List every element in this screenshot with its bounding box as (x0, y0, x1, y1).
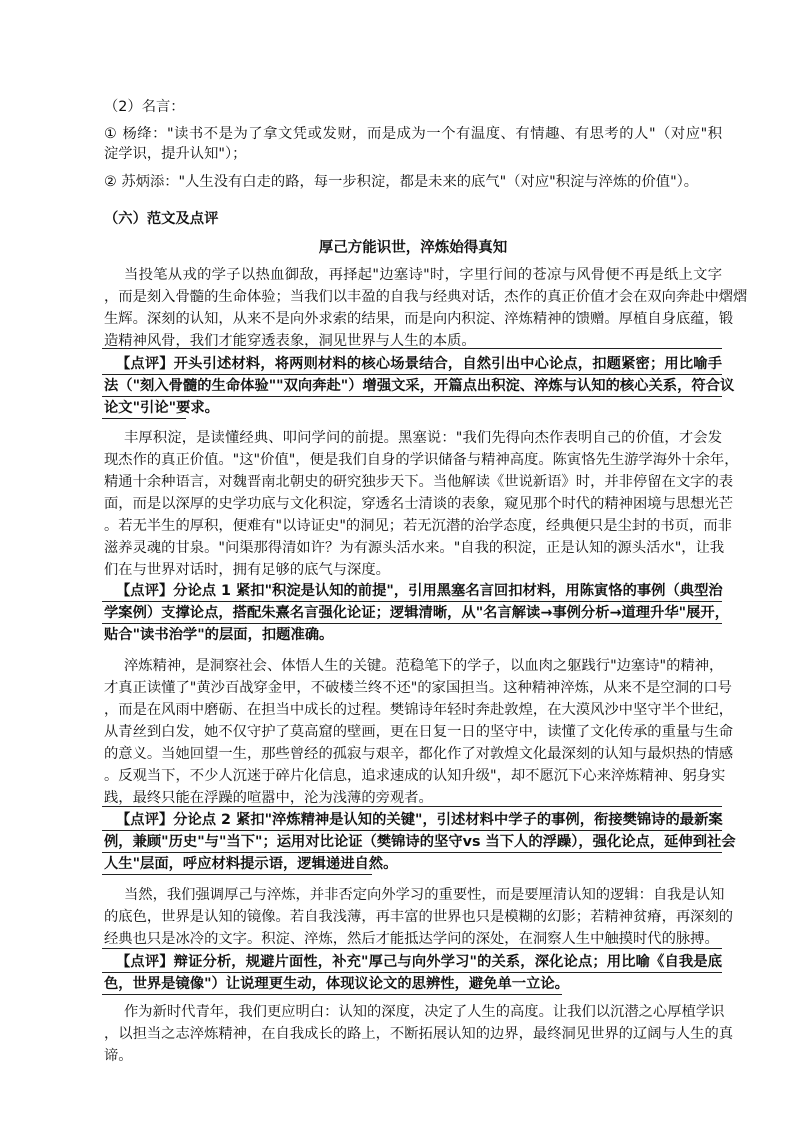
essay-p2-line7: 们在与世界对话时，拥有足够的底气与深度。 (104, 562, 390, 578)
comment1-underline1 (102, 374, 722, 375)
comment2-line2: 学案例）支撑论点，搭配朱熹名言强化论证；逻辑清晰，从"名言解读→事例分析→道理升华"展开， (104, 605, 730, 621)
essay-p3-line2: 才真正读懂了"黄沙百战穿金甲，不破楼兰终不还"的家国担当。这种精神淬炼，从来不是空洞的口号 (104, 680, 732, 696)
comment3-underline2 (102, 852, 722, 853)
essay-title: 厚己方能识世，淬炼始得真知 (318, 240, 508, 256)
comment2-line1: 【点评】分论点 1 紧扣"积淀是认知的前提"，引用黑塞名言回扣材料，用陈寅恪的事例（典型治 (116, 583, 723, 599)
comment3-underline1 (102, 830, 722, 831)
comment1-top-rule (102, 348, 722, 349)
section-heading-fanwen: （六）范文及点评 (104, 211, 219, 227)
essay-p3-line1: 淬炼精神，是洞察社会、体悟人生的关键。范稳笔下的学子，以血肉之躯践行"边塞诗"的精神， (124, 658, 724, 674)
comment2-underline2 (102, 623, 722, 624)
comment4-line1: 【点评】辩证分析，规避片面性，补充"厚己与向外学习"的关系，深化论点；用比喻《自我是底 (116, 954, 722, 970)
comment1-line3: 论文"引论"要求。 (104, 400, 219, 416)
essay-p4-line1: 当然，我们强调厚己与淬炼，并非否定向外学习的重要性，而是要厘清认知的逻辑：自我是认知 (124, 887, 725, 903)
comment2-underline1 (102, 601, 722, 602)
quote-yangjiang-line1: ① 杨绛："读书不是为了拿文凭或发财，而是成为一个有温度、有情趣、有思考的人"（对应"积 (104, 126, 722, 142)
essay-p2-line4: 面，而是以深厚的史学功底与文化积淀，穿透名士清谈的表象，窥见那个时代的精神困境与思想光芒 (104, 496, 734, 512)
comment3-line1: 【点评】分论点 2 紧扣"淬炼精神是认知的关键"，引述材料中学子的事例，衔接樊锦诗的最新案 (116, 812, 723, 828)
comment3-underline3 (102, 874, 372, 875)
comment1-line2: 法（"刻入骨髓的生命体验""双向奔赴"）增强文采，开篇点出积淀、淬炼与认知的核心关系，符合议 (104, 378, 735, 394)
mingyan-heading: （2）名言： (104, 99, 185, 115)
essay-p1-line1: 当投笔从戎的学子以热血御敌，再择起"边塞诗"时，字里行间的苍凉与风骨便不再是纸上文字 (124, 267, 722, 283)
comment3-line3: 人生"层面，呼应材料提示语，逻辑递进自然。 (104, 856, 398, 872)
comment4-line2: 色，世界是镜像"）让说理更生动，体现议论文的思辨性，避免单一立论。 (104, 976, 569, 992)
quote-yangjiang-line2: 淀学识，提升认知"）； (104, 146, 247, 162)
essay-p5-line3: 谛。 (104, 1048, 133, 1064)
essay-p1-line2: ，而是刻入骨髓的生命体验；当我们以丰盈的自我与经典对话，杰作的真正价值才会在双向奔赴中熠熠 (104, 289, 748, 305)
essay-p2-line6: 滋养灵魂的甘泉。"问渠那得清如许？为有源头活水来。"自我的积淀，正是认知的源头活水"，让我 (104, 540, 725, 556)
essay-p3-line5: 的意义。当她回望一生，那些曾经的孤寂与艰辛，都化作了对敦煌文化最深刻的认知与最炽热的情感 (104, 746, 734, 762)
essay-p2-line3: 精通十余种语言，对魏晋南北朝史的研究独步天下。当他解读《世说新语》时，并非停留在文字的表 (104, 474, 734, 490)
essay-p1-line3: 生辉。深刻的认知，从来不是向外求索的结果，而是向内积淀、淬炼精神的馈赠。厚植自身底蕴，锻 (104, 311, 734, 327)
essay-p3-line7: 践，最终只能在浮躁的喧嚣中，沦为浅薄的旁观者。 (104, 790, 433, 806)
comment4-top-rule (102, 948, 722, 949)
essay-p3-line4: 从青丝到白发，她不仅守护了莫高窟的壁画，更在日复一日的坚守中，读懂了文化传承的重量与生命 (104, 724, 734, 740)
essay-p2-line1: 丰厚积淀，是读懂经典、叩问学问的前提。黑塞说："我们先得向杰作表明自己的价值，才会发 (124, 430, 722, 446)
essay-p3-line3: ，而是在风雨中磨砺、在担当中成长的过程。樊锦诗年轻时奔赴敦煌，在大漠风沙中坚守半个世纪， (104, 702, 734, 718)
comment1-underline3 (102, 418, 186, 419)
essay-p1-line4: 造精神风骨，我们才能穿透表象，洞见世界与人生的本质。 (104, 333, 476, 349)
essay-p2-line2: 现杰作的真正价值。"这"价值"，便是我们自身的学识储备与精神高度。陈寅恪先生游学海外十余年， (104, 452, 739, 468)
comment2-line3: 贴合"读书治学"的层面，扣题准确。 (104, 627, 334, 643)
comment4-underline1 (102, 972, 722, 973)
essay-p4-line2: 的底色，世界是认知的镜像。若自我浅薄，再丰富的世界也只是模糊的幻影；若精神贫瘠，再深刻的 (104, 909, 734, 925)
quote-subingtian: ② 苏炳添："人生没有白走的路，每一步积淀，都是未来的底气"（对应"积淀与淬炼的价值"）。 (104, 174, 699, 190)
essay-p2-line5: 。若无半生的厚积，便难有"以诗证史"的洞见；若无沉潜的治学态度，经典便只是尘封的书页，而非 (104, 518, 732, 534)
essay-p3-line6: 。反观当下，不少人沉迷于碎片化信息，追求速成的认知升级"，却不愿沉下心来淬炼精神、躬身实 (104, 768, 726, 784)
comment3-line2: 例，兼顾"历史"与"当下"；运用对比论证（樊锦诗的坚守vs 当下人的浮躁），强化论点，延伸到社会 (104, 834, 736, 850)
comment3-top-rule (102, 806, 722, 807)
comment1-underline2 (102, 396, 722, 397)
essay-p4-line3: 经典也只是冰冷的文字。积淀、淬炼，然后才能抵达学问的深处，在洞察人生中触摸时代的脉搏。 (104, 931, 719, 947)
essay-p5-line1: 作为新时代青年，我们更应明白：认知的深度，决定了人生的高度。让我们以沉潜之心厚植学识 (124, 1004, 725, 1020)
comment4-underline2 (102, 994, 562, 995)
essay-p5-line2: ，以担当之志淬炼精神，在自我成长的路上，不断拓展认知的边界，最终洞见世界的辽阔与人生的真 (104, 1026, 734, 1042)
comment1-line1: 【点评】开头引述材料，将两则材料的核心场景结合，自然引出中心论点，扣题紧密；用比喻手 (116, 356, 722, 372)
